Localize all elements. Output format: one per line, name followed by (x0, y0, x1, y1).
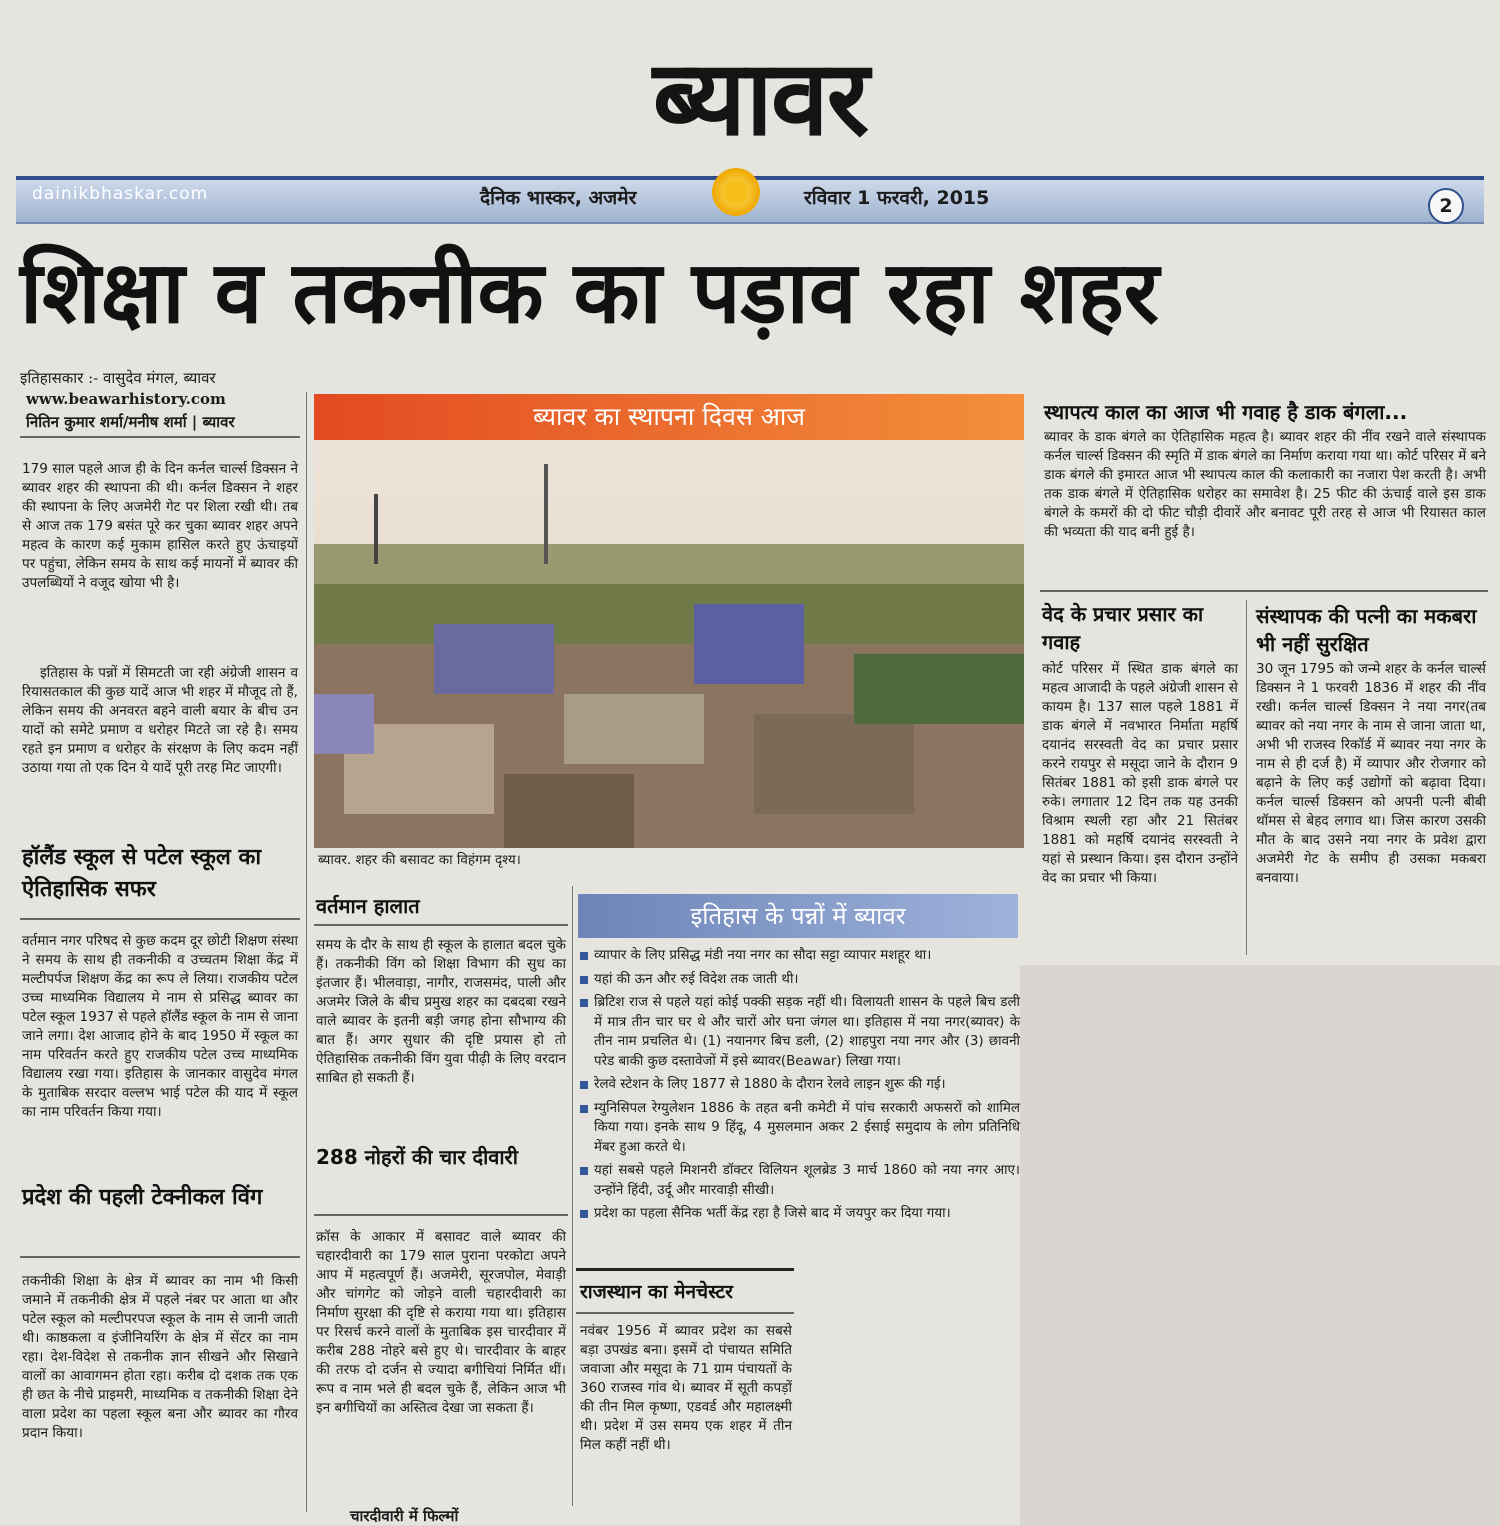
history-item: यहां सबसे पहले मिशनरी डॉक्टर विलियन शूलब्रेड 3 मार्च 1860 को नया नगर आए। उन्होंने हिंदी, उर्दू और मारवाड़ी सीखी। (578, 1161, 1020, 1200)
tomb-text: 30 जून 1795 को जन्मे शहर के कर्नल चार्ल्स डिक्सन ने 1 फरवरी 1836 में शहर की नींव रखी। कर्नल चार्ल्स डिक्सन ने नया नगर(तब ब्यावर को नया नगर के नाम से जाना जाता था, अभी भी राजस्व रिकॉर्ड में ब्यावर नया नगर के नाम से ही दर्ज है) में व्यापार और रोजगार को बढ़ाने के लिए कई उद्योगों को बढ़ावा दिया। कर्नल चार्ल्स डिक्सन को अपनी पत्नी बीबी थॉमस से बेहद लगाव था। जिस कारण उसकी मौत के बाद उसने नया नगर के प्रवेश द्वारा अजमेरी गेट के समीप ही उसका मकबरा बनवाया। (1256, 661, 1486, 886)
holland-text: वर्तमान नगर परिषद से कुछ कदम दूर छोटी शिक्षण संस्था ने समय के साथ ही तकनीकी व उच्चतम शिक्षा केंद्र में मल्टीपर्पज शिक्षण केंद्र का रूप ले लिया। राजकीय पटेल उच्च माध्यमिक विद्यालय मे नाम से प्रसिद्ध ब्यावर का पटेल स्कूल 1937 से पहले हॉलैंड स्कूल के नाम से जाना जाने लगा। देश आजाद होने के बाद 1950 में स्कूल का नाम परिवर्तन करते हुए राजकीय पटेल उच्च माध्यमिक विद्यालय रखा गया। इतिहास के जानकार वासुदेव मंगल के मुताबिक सरदार वल्लभ भाई पटेल की याद में स्कूल का नाम परिवर्तन किया गया। (22, 933, 298, 1120)
column-divider-3 (1246, 600, 1247, 955)
history-item: प्रदेश का पहला सैनिक भर्ती केंद्र रहा है जिसे बाद में जयपुर कर दिया गया। (578, 1204, 1020, 1224)
tomb-heading: संस्थापक की पत्नी का मकबरा भी नहीं सुरक्षित (1256, 604, 1477, 656)
website-credit: www.beawarhistory.com (26, 390, 226, 408)
ved-text: कोर्ट परिसर में स्थित डाक बंगले का महत्व आजादी के पहले अंग्रेजी शासन से कायम है। 137 साल पहले 1881 में डाक बंगले में नवभारत निर्माता महर्षि दयानंद सरस्वती वेद का प्रचार प्रसार करने रायपुर से मसूदा जाने के दौरान 9 सितंबर 1881 को इसी डाक बंगले पर रुके। लगातार 12 दिन तक यह उनकी विश्राम स्थली रहा और 21 सितंबर 1881 को महर्षि दयानंद सरस्वती ने यहां से प्रस्थान किया। इस दौरान उन्होंने वेद का प्रचार भी किया। (1042, 661, 1238, 886)
dak-text: ब्यावर के डाक बंगले का ऐतिहासिक महत्व है। ब्यावर शहर की नींव रखने वाले संस्थापक कर्नल चार्ल्स डिक्सन की स्मृति में डाक बंगले का निर्माण कराया गया था। कोर्ट परिसर में बने डाक बंगले की इमारत आज भी स्थापत्य काल की कलाकारी का नजारा पेश करती है। अभी तक डाक बंगले में ऐतिहासिक धरोहर का समावेश है। 25 फीट की ऊंचाई वाले इस डाक बंगले के कमरों की दो फीट चौड़ी दीवारें और बनावट पूरी तरह से आज भी रियासत काल की भव्यता की याद बनी हुई है। (1044, 429, 1486, 540)
cutoff-heading: चारदीवारी में फिल्मों (350, 1507, 459, 1525)
nohre-heading: 288 नोहरों की चार दीवारी (316, 1145, 518, 1169)
history-box-title: इतिहास के पन्नों में ब्यावर (578, 894, 1018, 938)
column-divider (306, 392, 307, 1512)
history-item: व्यापार के लिए प्रसिद्ध मंडी नया नगर का सौदा सट्टा व्यापार मशहूर था। (578, 946, 1020, 966)
dak-heading: स्थापत्य काल का आज भी गवाह है डाक बंगला... (1044, 400, 1408, 424)
site-name: dainikbhaskar.com (32, 184, 209, 204)
manchester-text: नवंबर 1956 में ब्यावर प्रदेश का सबसे बड़ा उपखंड बना। इसमें दो पंचायत समिति जवाजा और मसूदा के 71 ग्राम पंचायतों के 360 राजस्व गांव थे। ब्यावर में सूती कपड़ों की तीन मिल कृष्णा, एडवर्ड और महालक्ष्मी थी। प्रदेश में उस समय एक शहर में तीन मिल कहीं नहीं थी। (580, 1323, 792, 1453)
photo-banner: ब्यावर का स्थापना दिवस आज (314, 394, 1024, 440)
issue-date: रविवार 1 फरवरी, 2015 (804, 187, 990, 209)
history-list (578, 946, 1020, 1228)
manchester-top-rule (576, 1268, 794, 1271)
current-rule (314, 924, 568, 926)
intro-para-1: 179 साल पहले आज ही के दिन कर्नल चार्ल्स डिक्सन ने ब्यावर शहर की स्थापना की थी। कर्नल डिक्सन ने शहर की स्थापना के लिए अजमेरी गेट पर शिला रखी थी। तब से आज तक 179 बसंत पूरे कर चुका ब्यावर शहर अपने महत्व के कारण कई मुकाम हासिल करते हुए ऊंचाइयों पर पहुंचा, लेकिन समय के साथ कई मायनों में ब्यावर की उपलब्धियों ने वजूद खोया भी है। (22, 461, 298, 591)
manchester-rule (576, 1312, 794, 1314)
history-item: म्युनिसिपल रेग्युलेशन 1886 के तहत बनी कमेटी में पांच सरकारी अफसरों को शामिल किया गया। इनके साथ 9 हिंदू, 4 मुसलमान अकर 2 ईसाई समुदाय के लोग प्रतिनिधि मेंबर हुआ करते थे। (578, 1099, 1020, 1158)
historian-credit: इतिहासकार :- वासुदेव मंगल, ब्यावर (20, 369, 216, 387)
blank-area (1020, 965, 1500, 1525)
masthead-title: ब्यावर (652, 37, 868, 159)
history-item: रेलवे स्टेशन के लिए 1877 से 1880 के दौरान रेलवे लाइन शुरू की गई। (578, 1075, 1020, 1095)
current-heading: वर्तमान हालात (316, 894, 420, 918)
manchester-heading: राजस्थान का मेनचेस्टर (580, 1281, 733, 1303)
nohre-rule (314, 1214, 568, 1216)
intro-para-2: इतिहास के पन्नों में सिमटती जा रही अंग्रेजी शासन व रियासतकाल की कुछ यादें आज भी शहर में मौजूद तो हैं, लेकिन समय की अनवरत बहने वाली बयार के बीच उन यादों को समेटे प्रमाण व धरोहर मिटते जा रहे है। समय रहते इन प्रमाण व धरोहर के संरक्षण के लिए कदम नहीं उठाया गया तो एक दिन ये यादें पूरी तरह मिट जाएगी। (22, 665, 298, 776)
holland-heading: हॉलैंड स्कूल से पटेल स्कूल का ऐतिहासिक सफर (22, 845, 262, 902)
history-item: ब्रिटिश राज से पहले यहां कोई पक्की सड़क नहीं थी। विलायती शासन के पहले बिच डली में मात्र तीन चार घर थे और चारों ओर घना जंगल था। इतिहास में नया नगर(ब्यावर) के तीन नाम प्रचलित थे। (1) नयानगर बिच डली, (2) शाहपुरा नया नगर और (3) छावनी परेड बाकी कुछ दस्तावेजों में इसे ब्यावर(Beawar) लिखा गया। (578, 993, 1020, 1071)
technical-text: तकनीकी शिक्षा के क्षेत्र में ब्यावर का नाम भी किसी जमाने में तकनीकी क्षेत्र में पहले नंबर पर आता था और पटेल स्कूल को मल्टीपरपज स्कूल के नाम से जानी जाती थी। काष्ठकला व इंजीनियरिंग के क्षेत्र में सेंटर का नाम रहा। देश-विदेश से तकनीक ज्ञान सीखने और सिखाने वालों का आवागमन होता रहा। करीब दो दशक तक एक ही छत के नीचे प्राइमरी, माध्यमिक व तकनीकी शिक्षा देने वाला प्रदेश का पहला स्कूल बना और ब्यावर का गौरव प्रदान किया। (22, 1273, 298, 1441)
sun-logo-core (724, 180, 748, 204)
history-item: यहां की ऊन और रुई विदेश तक जाती थी। (578, 970, 1020, 990)
nohre-text: क्रॉस के आकार में बसावट वाले ब्यावर की चहारदीवारी का 179 साल पुराना परकोटा अपने आप में महत्वपूर्ण हैं। अजमेरी, सूरजपोल, मेवाड़ी और चांगगेट को जोड़ने वाली चहारदीवारी का निर्माण सुरक्षा की दृष्टि से कराया गया था। इतिहास पर रिसर्च करने वालों के मुताबिक इस चारदीवार में करीब 288 नोहरे बसे हुए थे। चारदीवार के बाहर की तरफ दो दर्जन से ज्यादा बगीचियां निर्मित थीं। रूप व नाम भले ही बदल चुके हैं, लेकिन आज भी इन बगीचियों का अस्तित्व देखा जा सकता हैं। (316, 1229, 566, 1416)
ved-heading: वेद के प्रचार प्रसार का गवाह (1042, 602, 1204, 654)
current-text: समय के दौर के साथ ही स्कूल के हालात बदल चुके हैं। तकनीकी विंग को शिक्षा विभाग की सुध का इंतजार हैं। भीलवाड़ा, नागौर, राजसमंद, पाली और अजमेर जिले के बीच प्रमुख शहर का दबदबा रखने वाले ब्यावर के इतनी बड़ी जगह होना सौभाग्य की बात हैं। अगर सुधार की दृष्टि प्रयास हो तो ऐतिहासिक तकनीकी विंग युवा पीढ़ी के लिए वरदान साबित हो सकती हैं। (316, 937, 566, 1086)
byline-rule (20, 436, 300, 438)
main-headline: शिक्षा व तकनीक का पड़ाव रहा शहर (20, 243, 1159, 343)
photo-caption: ब्यावर. शहर की बसावट का विहंगम दृश्य। (318, 852, 521, 868)
city-aerial-photo (314, 394, 1024, 848)
byline: नितिन कुमार शर्मा/मनीष शर्मा | ब्यावर (26, 413, 235, 431)
dak-rule (1040, 590, 1488, 592)
page-number: 2 (1428, 188, 1464, 224)
technical-heading: प्रदेश की पहली टेक्नीकल विंग (22, 1185, 263, 1210)
holland-rule (20, 918, 300, 920)
paper-name: दैनिक भास्कर, अजमेर (480, 187, 637, 209)
column-divider-2 (572, 886, 573, 1506)
technical-rule (20, 1256, 300, 1258)
